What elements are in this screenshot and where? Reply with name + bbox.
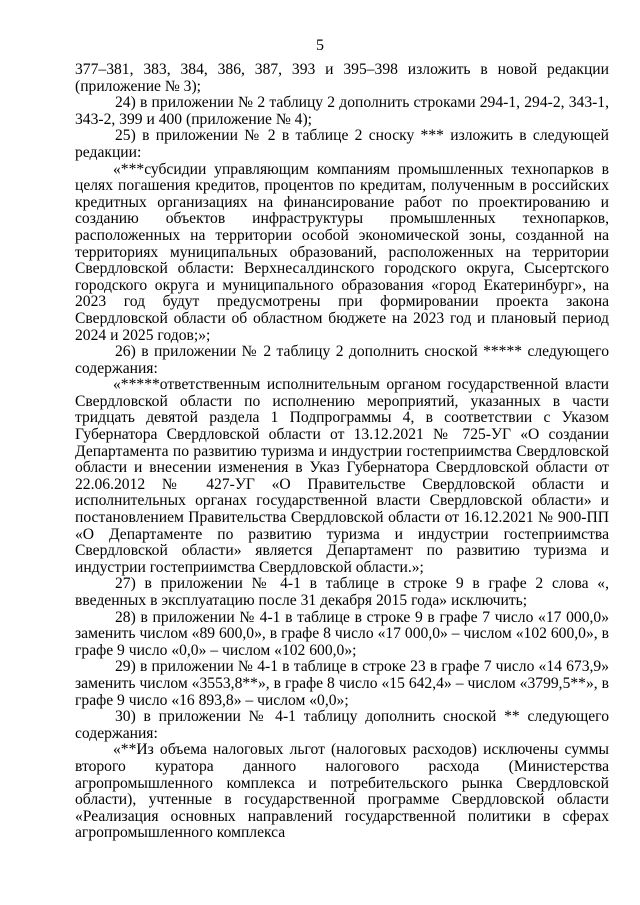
paragraph-continuation: 377–381, 383, 384, 386, 387, 393 и 395–398 изложить в новой редакции (приложение № 3); bbox=[75, 61, 609, 95]
paragraph-item-29: 29) в приложении № 4-1 в таблице в строке 23 в графе 7 число «14 673,9» заменить числом «3553,8**», в графе 8 число «15 642,4» – числом «3799,5**», в графе 9 число «16 893,8» – числом «0,0»; bbox=[75, 658, 609, 709]
paragraph-quote-26: «*****ответственным исполнительным органом государственной власти Свердловской области по исполнению мероприятий, указанных в части тридцать девятой раздела 1 Подпрограммы 4, в соответствии с Указом Губернатора Свердловской области от 13.12.2021 № 725-УГ «О создании Департамента по развитию туризма и индустрии гостеприимства Свердловской области и внесении изменения в Указ Губернатора Свердловской области от 22.06.2012 № 427-УГ «О Правительстве Свердловской области и исполнительных органах государственной власти Свердловской области» и постановлением Правительства Свердловской области от 16.12.2021 № 900-ПП «О Департаменте по развитию туризма и индустрии гостеприимства Свердловской области» является Департамент по развитию туризма и индустрии гостеприимства Свердловской области.»; bbox=[75, 376, 609, 576]
paragraph-quote-25: «***субсидии управляющим компаниям промышленных технопарков в целях погашения кредитов, процентов по кредитам, полученным в российских кредитных организациях на финансирование работ по проектированию и созданию объектов инфраструктуры промышленных технопарков, расположенных на территории особой экономической зоны, созданной на территориях муниципальных образований, расположенных на территории Свердловской области: Верхнесалдинского городского округа, Сысертского городского округа и муниципального образования «город Екатеринбург», на 2023 год будут предусмотрены при формировании проекта закона Свердловской области об областном бюджете на 2023 год и плановый период 2024 и 2025 годов;»; bbox=[75, 160, 609, 344]
document-body bbox=[75, 62, 609, 842]
paragraph-quote-30: «**Из объема налоговых льгот (налоговых расходов) исключены суммы второго куратора данного налогового расхода (Министерства агропромышленного комплекса и потребительского рынка Свердловской области), учтенные в государственной программе Свердловской области «Реализация основных направлений государственной политики в сферах агропромышленного комплекса bbox=[75, 741, 609, 842]
paragraph-item-26: 26) в приложении № 2 таблицу 2 дополнить сноской ***** следующего содержания: bbox=[75, 343, 609, 377]
paragraph-item-25: 25) в приложении № 2 в таблице 2 сноску *** изложить в следующей редакции: bbox=[75, 127, 609, 161]
paragraph-item-28: 28) в приложении № 4-1 в таблице в строке 9 в графе 7 число «17 000,0» заменить числом «89 600,0», в графе 8 число «17 000,0» – числом «102 600,0», в графе 9 число «0,0» – числом «102 600,0»; bbox=[75, 608, 609, 659]
paragraph-item-27: 27) в приложении № 4-1 в таблице в строке 9 в графе 2 слова «, введенных в эксплуатацию после 31 декабря 2015 года» исключить; bbox=[75, 575, 609, 609]
paragraph-item-30: 30) в приложении № 4-1 таблицу дополнить сноской ** следующего содержания: bbox=[75, 708, 609, 742]
paragraph-item-24: 24) в приложении № 2 таблицу 2 дополнить строками 294-1, 294-2, 343-1, 343-2, 399 и 400 (приложение № 4); bbox=[75, 94, 609, 128]
page-number: 5 bbox=[316, 37, 324, 54]
